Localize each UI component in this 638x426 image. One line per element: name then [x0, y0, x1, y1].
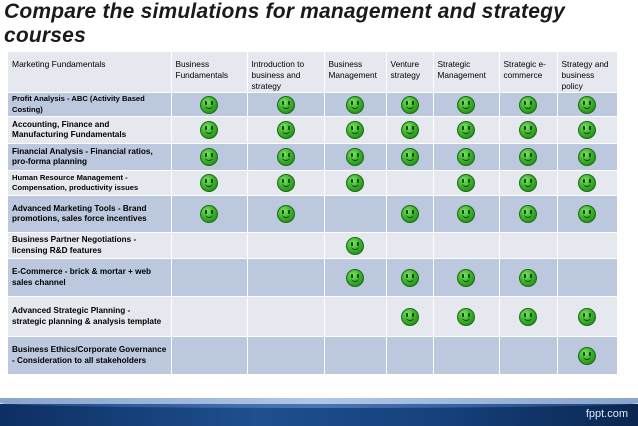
table-row [8, 337, 617, 375]
column-header: Introduction to business and strategy [247, 52, 324, 93]
row-label: Financial Analysis - Financial ratios, pro-forma planning [8, 144, 171, 171]
green-smiley-icon [401, 269, 419, 287]
green-smiley-icon [277, 121, 295, 139]
cell-content [176, 121, 243, 139]
footer-swoosh [0, 398, 638, 408]
green-smiley-icon [578, 205, 596, 223]
table-cell [324, 297, 386, 337]
green-smiley-icon [578, 174, 596, 192]
cell-content [252, 205, 320, 223]
cell-content [252, 96, 320, 114]
column-header: Strategic e-commerce [499, 52, 557, 93]
row-label: Profit Analysis - ABC (Activity Based Costing) [8, 93, 171, 117]
row-label: E-Commerce - brick & mortar + web sales channel [8, 259, 171, 297]
table-cell [557, 144, 617, 171]
table-row [8, 233, 617, 259]
table-cell [433, 144, 499, 171]
table-cell [247, 233, 324, 259]
table-cell [557, 117, 617, 144]
table-cell [324, 117, 386, 144]
green-smiley-icon [519, 308, 537, 326]
table-cell [557, 337, 617, 375]
table-cell [499, 233, 557, 259]
slide-title: Compare the simulations for management and strategy courses [4, 0, 565, 47]
table-cell [557, 233, 617, 259]
column-header: Business Management [324, 52, 386, 93]
cell-content [562, 148, 613, 166]
green-smiley-icon [519, 96, 537, 114]
green-smiley-icon [346, 96, 364, 114]
cell-content [438, 269, 495, 287]
table-cell [433, 196, 499, 233]
table-row [8, 144, 617, 171]
table-cell [433, 117, 499, 144]
table-cell [557, 259, 617, 297]
cell-content [504, 308, 553, 326]
table-row [8, 196, 617, 233]
table-row [8, 297, 617, 337]
table-cell [247, 171, 324, 196]
cell-content [562, 205, 613, 223]
table-cell [557, 171, 617, 196]
green-smiley-icon [200, 96, 218, 114]
green-smiley-icon [346, 269, 364, 287]
table-row [8, 171, 617, 196]
table-cell [386, 144, 433, 171]
green-smiley-icon [578, 347, 596, 365]
cell-content [504, 174, 553, 192]
cell-content [329, 269, 382, 287]
table-cell [433, 171, 499, 196]
green-smiley-icon [401, 205, 419, 223]
green-smiley-icon [519, 205, 537, 223]
column-header: Strategy and business policy [557, 52, 617, 93]
table-cell [247, 297, 324, 337]
cell-content [504, 269, 553, 287]
green-smiley-icon [519, 174, 537, 192]
table-cell [324, 259, 386, 297]
cell-content [252, 174, 320, 192]
cell-content [438, 96, 495, 114]
cell-content [329, 237, 382, 255]
cell-content [252, 121, 320, 139]
green-smiley-icon [277, 174, 295, 192]
table-cell [247, 259, 324, 297]
cell-content [391, 205, 429, 223]
table-cell [386, 259, 433, 297]
table-cell [499, 259, 557, 297]
green-smiley-icon [200, 205, 218, 223]
table-cell [386, 117, 433, 144]
green-smiley-icon [578, 121, 596, 139]
table-cell [433, 93, 499, 117]
cell-content [438, 174, 495, 192]
green-smiley-icon [578, 96, 596, 114]
cell-content [504, 96, 553, 114]
row-label: Human Resource Management - Compensation, productivity issues [8, 171, 171, 196]
table-cell [386, 233, 433, 259]
green-smiley-icon [346, 237, 364, 255]
table-cell [557, 297, 617, 337]
green-smiley-icon [401, 96, 419, 114]
green-smiley-icon [277, 96, 295, 114]
table-cell [499, 337, 557, 375]
cell-content [176, 96, 243, 114]
table-cell [324, 233, 386, 259]
table-cell [499, 171, 557, 196]
green-smiley-icon [401, 308, 419, 326]
table-cell [557, 196, 617, 233]
table-cell [499, 117, 557, 144]
table-cell [171, 117, 247, 144]
cell-content [562, 174, 613, 192]
brand-label: fppt.com [585, 408, 628, 420]
green-smiley-icon [346, 148, 364, 166]
table-row [8, 117, 617, 144]
table-cell [247, 93, 324, 117]
green-smiley-icon [401, 121, 419, 139]
table-cell [171, 297, 247, 337]
cell-content [329, 174, 382, 192]
table-cell [499, 93, 557, 117]
table-cell [433, 259, 499, 297]
table-cell [433, 233, 499, 259]
column-header: Business Fundamentals [171, 52, 247, 93]
table-cell [499, 196, 557, 233]
table-cell [386, 93, 433, 117]
green-smiley-icon [457, 174, 475, 192]
cell-content [562, 96, 613, 114]
comparison-table [8, 52, 618, 375]
row-label: Business Ethics/Corporate Governance - Consideration to all stakeholders [8, 337, 171, 375]
cell-content [504, 148, 553, 166]
green-smiley-icon [457, 121, 475, 139]
table-cell [386, 171, 433, 196]
green-smiley-icon [200, 121, 218, 139]
table-cell [171, 337, 247, 375]
table-cell [171, 259, 247, 297]
table-cell [171, 196, 247, 233]
green-smiley-icon [200, 148, 218, 166]
table-row [8, 93, 617, 117]
green-smiley-icon [519, 269, 537, 287]
cell-content [391, 148, 429, 166]
footer-bar [0, 404, 638, 426]
cell-content [504, 205, 553, 223]
table-cell [171, 144, 247, 171]
cell-content [391, 269, 429, 287]
table-cell [499, 297, 557, 337]
table-cell [324, 196, 386, 233]
table-cell [324, 337, 386, 375]
table-cell [171, 93, 247, 117]
table-cell [433, 297, 499, 337]
green-smiley-icon [277, 205, 295, 223]
table-cell [247, 196, 324, 233]
cell-content [329, 121, 382, 139]
table-cell [386, 297, 433, 337]
green-smiley-icon [519, 148, 537, 166]
green-smiley-icon [277, 148, 295, 166]
row-label: Accounting, Finance and Manufacturing Fundamentals [8, 117, 171, 144]
table-cell [324, 144, 386, 171]
table-row [8, 259, 617, 297]
green-smiley-icon [346, 174, 364, 192]
column-header: Strategic Management [433, 52, 499, 93]
cell-content [391, 308, 429, 326]
row-label: Advanced Marketing Tools - Brand promotions, sales force incentives [8, 196, 171, 233]
green-smiley-icon [457, 269, 475, 287]
green-smiley-icon [457, 148, 475, 166]
cell-content [562, 347, 613, 365]
table-cell [247, 144, 324, 171]
green-smiley-icon [401, 148, 419, 166]
header-row [8, 52, 617, 93]
table-cell [386, 337, 433, 375]
table-cell [324, 171, 386, 196]
corner-header: Marketing Fundamentals [8, 52, 171, 93]
green-smiley-icon [457, 96, 475, 114]
cell-content [562, 121, 613, 139]
cell-content [438, 308, 495, 326]
green-smiley-icon [578, 148, 596, 166]
cell-content [329, 148, 382, 166]
cell-content [252, 148, 320, 166]
cell-content [504, 121, 553, 139]
table-cell [247, 117, 324, 144]
cell-content [391, 121, 429, 139]
table-cell [247, 337, 324, 375]
cell-content [438, 148, 495, 166]
table-cell [171, 233, 247, 259]
table-cell [433, 337, 499, 375]
cell-content [176, 174, 243, 192]
cell-content [391, 96, 429, 114]
green-smiley-icon [519, 121, 537, 139]
row-label: Advanced Strategic Planning - strategic planning & analysis template [8, 297, 171, 337]
table-cell [557, 93, 617, 117]
cell-content [176, 148, 243, 166]
cell-content [562, 308, 613, 326]
cell-content [176, 205, 243, 223]
table-cell [324, 93, 386, 117]
green-smiley-icon [457, 308, 475, 326]
green-smiley-icon [578, 308, 596, 326]
row-label: Business Partner Negotiations - licensing R&D features [8, 233, 171, 259]
table-cell [171, 171, 247, 196]
table-cell [499, 144, 557, 171]
cell-content [329, 96, 382, 114]
green-smiley-icon [200, 174, 218, 192]
table-cell [386, 196, 433, 233]
cell-content [438, 121, 495, 139]
column-header: Venture strategy [386, 52, 433, 93]
cell-content [438, 205, 495, 223]
green-smiley-icon [457, 205, 475, 223]
green-smiley-icon [346, 121, 364, 139]
